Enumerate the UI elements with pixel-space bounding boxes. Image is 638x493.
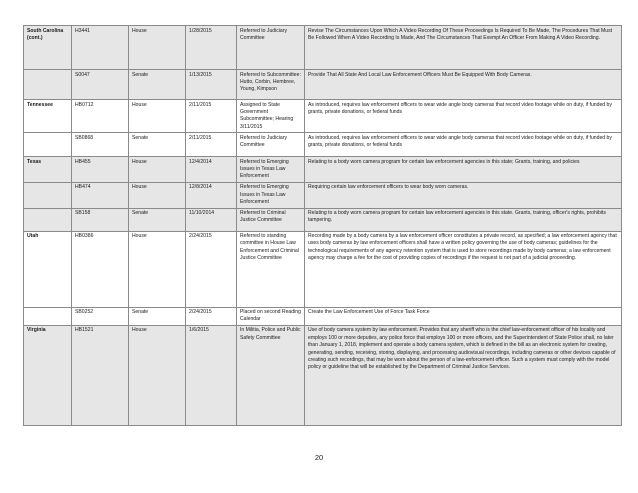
- summary-cell: As introduced, requires law enforcement officers to wear wide angle body cameras that record video footage while on duty, if funded by grants, private donations, or federal funds: [305, 100, 622, 133]
- date-cell: 11/10/2014: [186, 208, 237, 231]
- table-row: [24, 325, 622, 425]
- bill-cell: S0047: [72, 70, 129, 100]
- bill-cell: SB0252: [72, 307, 129, 325]
- status-cell: Referred to Emerging Issues in Texas Law Enforcement: [237, 182, 305, 208]
- chamber-cell: House: [129, 157, 186, 183]
- state-cell: [24, 182, 72, 208]
- status-cell: Placed on second Reading Calendar: [237, 307, 305, 325]
- date-cell: 2/24/2015: [186, 231, 237, 307]
- bill-cell: HB0386: [72, 231, 129, 307]
- date-cell: 1/13/2015: [186, 70, 237, 100]
- date-cell: 1/6/2015: [186, 325, 237, 425]
- date-cell: 2/11/2015: [186, 133, 237, 157]
- table-row: [24, 182, 622, 208]
- state-cell: South Carolina (cont.): [24, 26, 72, 70]
- state-cell: Virginia: [24, 325, 72, 425]
- state-cell: Utah: [24, 231, 72, 307]
- chamber-cell: House: [129, 182, 186, 208]
- status-cell: Referred to Judiciary Committee: [237, 133, 305, 157]
- status-cell: In Militia, Police and Public Safety Committee: [237, 325, 305, 425]
- status-cell: Referred to Emerging Issues in Texas Law Enforcement: [237, 157, 305, 183]
- state-cell: Texas: [24, 157, 72, 183]
- bill-cell: HB455: [72, 157, 129, 183]
- table-row: [24, 231, 622, 307]
- summary-cell: Use of body camera system by law enforcement. Provides that any sheriff who is the chief law-enforcement officer of his locality and employs 100 or more deputies, any police force that employs 100 or more officers, and the Superintendent of State Police shall, no later than January 1, 2018, implement and operate a body camera system, which is defined in the bill as an electronic system for creating, generating, sending, receiving, storing, displaying, and processing audiovisual recordings, including cameras or other devices capable of creating such recordings, that may be worn about the person of a law-enforcement officer. Such a system must comply with the model policy or guideline that will be established by the Department of Criminal Justice Services.: [305, 325, 622, 425]
- table-row: [24, 208, 622, 231]
- chamber-cell: House: [129, 231, 186, 307]
- date-cell: 1/28/2015: [186, 26, 237, 70]
- chamber-cell: Senate: [129, 208, 186, 231]
- bill-cell: H3441: [72, 26, 129, 70]
- summary-cell: Requiring certain law enforcement officers to wear body worn cameras.: [305, 182, 622, 208]
- chamber-cell: House: [129, 100, 186, 133]
- status-cell: Referred to Criminal Justice Committee: [237, 208, 305, 231]
- table-row: [24, 70, 622, 100]
- legislation-table: [23, 25, 622, 426]
- bill-cell: SB0868: [72, 133, 129, 157]
- summary-cell: Revise The Circumstances Upon Which A Video Recording Of These Proceedings Is Required To Be Made, The Procedures That Must Be Followed When A Video Recording Is Made, And The Circumstances That Exempt An Officer From Making A Video Recording.: [305, 26, 622, 70]
- summary-cell: As introduced, requires law enforcement officers to wear wide angle body cameras that record video footage while on duty, if funded by grants, private donations, or federal funds: [305, 133, 622, 157]
- bill-cell: HB0712: [72, 100, 129, 133]
- summary-cell: Relating to a body worn camera program for certain law enforcement agencies in this state; Grants, training, and policies: [305, 157, 622, 183]
- state-cell: [24, 307, 72, 325]
- chamber-cell: House: [129, 325, 186, 425]
- summary-cell: Relating to a body worn camera program for certain law enforcement agencies in this state. Grants, training, officer's rights, prohibits tampering.: [305, 208, 622, 231]
- chamber-cell: Senate: [129, 133, 186, 157]
- table-row: [24, 307, 622, 325]
- bill-cell: HB1521: [72, 325, 129, 425]
- chamber-cell: Senate: [129, 307, 186, 325]
- bill-cell: HB474: [72, 182, 129, 208]
- state-cell: [24, 133, 72, 157]
- summary-cell: Create the Law Enforcement Use of Force Task Force: [305, 307, 622, 325]
- page-number: 20: [314, 453, 324, 462]
- summary-cell: Recording made by a body camera by a law enforcement officer constitutes a private record, as specified; a law enforcement agency that uses body cameras by law enforcement officers shall have a written policy governing the use of body cameras; guidelines for the technological requirements of any agency retention system that is used to store recordings made by body cameras; a law enforcement agency may charge a fee for the cost of providing copies of recordings if the request is not part of a judicial proceeding.: [305, 231, 622, 307]
- state-cell: [24, 208, 72, 231]
- date-cell: 12/4/2014: [186, 157, 237, 183]
- table-row: [24, 100, 622, 133]
- date-cell: 2/24/2015: [186, 307, 237, 325]
- state-cell: Tennessee: [24, 100, 72, 133]
- chamber-cell: House: [129, 26, 186, 70]
- date-cell: 12/8/2014: [186, 182, 237, 208]
- status-cell: Referred to Judiciary Committee: [237, 26, 305, 70]
- table-row: [24, 26, 622, 70]
- table-row: [24, 133, 622, 157]
- table-row: [24, 157, 622, 183]
- summary-cell: Provide That All State And Local Law Enforcement Officers Must Be Equipped With Body Cameras.: [305, 70, 622, 100]
- state-cell: [24, 70, 72, 100]
- status-cell: Referred to standing committee in House Law Enforcement and Criminal Justice Committee: [237, 231, 305, 307]
- status-cell: Referred to Subcommittee: Hutto, Corbin, Hembree, Young, Kimpson: [237, 70, 305, 100]
- bill-cell: SB158: [72, 208, 129, 231]
- status-cell: Assigned to State Government Subcommittee; Hearing 3/11/2015: [237, 100, 305, 133]
- date-cell: 2/11/2015: [186, 100, 237, 133]
- chamber-cell: Senate: [129, 70, 186, 100]
